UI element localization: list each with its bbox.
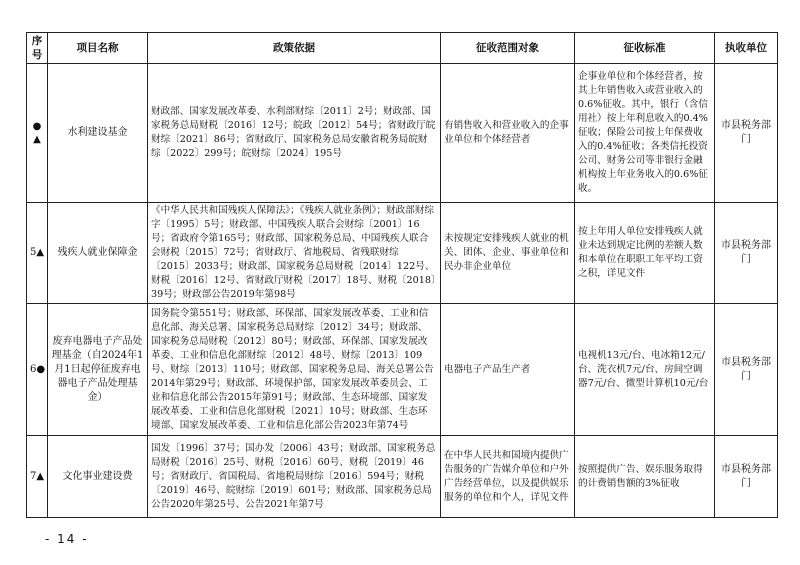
table-row	[27, 64, 778, 203]
fee-table	[26, 32, 778, 518]
header-scope: 征收范围对象	[441, 33, 575, 64]
row-unit: 市县税务部门	[715, 203, 778, 304]
row-item-name: 水利建设基金	[48, 64, 148, 203]
row-standard: 电视机13元/台、电冰箱12元/台、洗衣机7元/台、房间空调器7元/台、微型计算机10元/台	[575, 304, 715, 436]
table-header-row	[27, 33, 778, 64]
header-basis: 政策依据	[148, 33, 441, 64]
table-row	[27, 203, 778, 304]
row-number: 6●	[27, 304, 48, 436]
header-standard: 征收标准	[575, 33, 715, 64]
row-number: 7▲	[27, 436, 48, 518]
row-policy-basis: 国发〔1996〕37号；国办发〔2006〕43号；财政部、国家税务总局财税〔2016〕25号、财税〔2016〕60号、财税〔2019〕46号；省财政厅、省国税局、省地税局财综〔2016〕594号；财税〔2019〕46号、皖财综〔2019〕601号；财政部、国家税务总局公告2020年第25号、公告2021年第7号	[148, 436, 441, 518]
row-unit: 市县税务部门	[715, 304, 778, 436]
row-standard: 按上年用人单位安排残疾人就业未达到规定比例的差额人数和本单位在职职工年平均工资之积，详见文件	[575, 203, 715, 304]
row-unit: 市县税务部门	[715, 436, 778, 518]
header-no: 序号	[27, 33, 48, 64]
row-number: 5▲	[27, 203, 48, 304]
row-scope: 在中华人民共和国境内提供广告服务的广告媒介单位和户外广告经营单位，以及提供娱乐服务的单位和个人，详见文件	[441, 436, 575, 518]
row-item-name: 残疾人就业保障金	[48, 203, 148, 304]
row-item-name: 废弃电器电子产品处理基金（自2024年1月1日起停征废弃电器电子产品处理基金）	[48, 304, 148, 436]
row-policy-basis: 国务院令第551号；财政部、环保部、国家发展改革委、工业和信息化部、海关总署、国家税务总局财综〔2012〕34号；财政部、国家税务总局财税〔2012〕80号；财政部、环保部、国家发展改革委、工业和信息化部财综〔2012〕48号、财综〔2013〕109号、财综〔2013〕110号；财政部、国家税务总局、海关总署公告2014年第29号；财政部、环境保护部、国家发展改革委员会、工业和信息化部公告2015年第91号；财政部、生态环境部、国家发展改革委、工业和信息化部财税〔2021〕10号；财政部、生态环境部、国家发展改革委、工业和信息化部公告2023年第74号	[148, 304, 441, 436]
page-number: - 14 -	[45, 532, 89, 546]
header-name: 项目名称	[48, 33, 148, 64]
row-scope: 电器电子产品生产者	[441, 304, 575, 436]
table-row	[27, 436, 778, 518]
row-number: ● ▲	[27, 64, 48, 203]
row-policy-basis: 《中华人民共和国残疾人保障法》；《残疾人就业条例》；财政部财综字〔1995〕5号；财政部、中国残疾人联合会财综〔2001〕16号；省政府令第165号；财政部、国家税务总局、中国残疾人联合会财税〔2015〕72号；省财政厅、省地税局、省残联财综〔2015〕2033号；财政部、国家税务总局财税〔2014〕122号、财税〔2016〕12号、省财政厅财税〔2017〕18号、财税〔2018〕39号；财政部公告2019年第98号	[148, 203, 441, 304]
row-item-name: 文化事业建设费	[48, 436, 148, 518]
row-scope: 有销售收入和营业收入的企事业单位和个体经营者	[441, 64, 575, 203]
row-policy-basis: 财政部、国家发展改革委、水利部财综〔2011〕2号；财政部、国家税务总局财税〔2016〕12号；皖政〔2012〕54号；省财政厅皖财综〔2021〕86号；省财政厅、国家税务总局安徽省税务局皖财综〔2022〕299号；皖财综〔2024〕195号	[148, 64, 441, 203]
row-scope: 未按规定安排残疾人就业的机关、团体、企业、事业单位和民办非企业单位	[441, 203, 575, 304]
row-standard: 企事业单位和个体经营者，按其上年销售收入或营业收入的0.6%征收。其中，银行（含信用社）按上年利息收入的0.4%征收；保险公司按上年保费收入的0.4%征收；各类信托投资公司、财务公司等非银行金融机构按上年业务收入的0.6%征收。	[575, 64, 715, 203]
row-unit: 市县税务部门	[715, 64, 778, 203]
row-standard: 按照提供广告、娱乐服务取得的计费销售额的3%征收	[575, 436, 715, 518]
header-unit: 执收单位	[715, 33, 778, 64]
table-row	[27, 304, 778, 436]
